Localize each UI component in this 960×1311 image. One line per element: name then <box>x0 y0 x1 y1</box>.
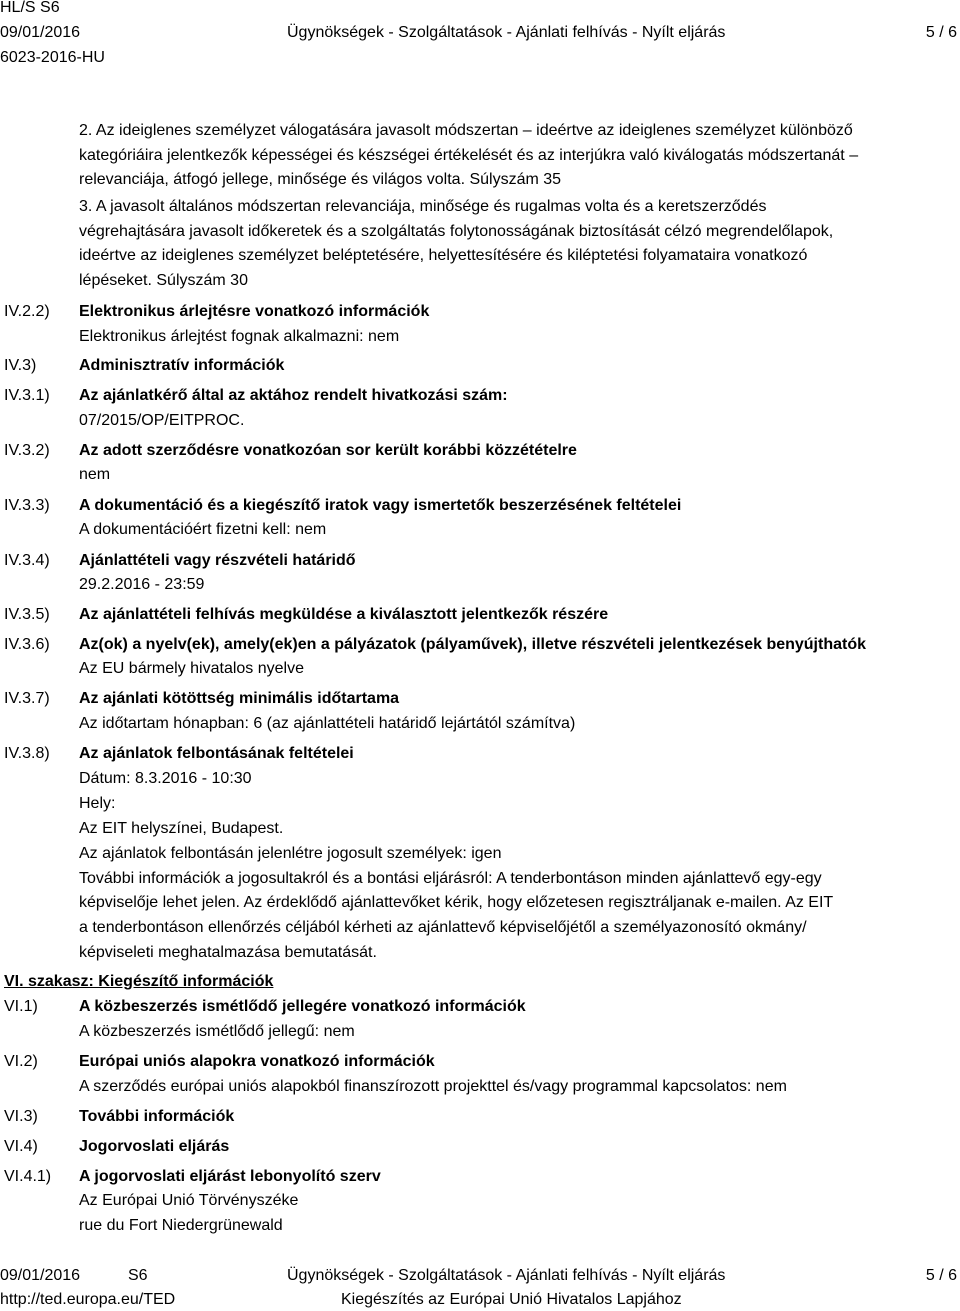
footer-page: 5 / 6 <box>925 1267 957 1284</box>
criterion-2: 2. Az ideiglenes személyzet válogatására javasolt módszertan – ideértve az ideiglenes személyzet különböző kategóriáira jelentkezők képességei és készségei értékelését és az interjúkra való kiválogatás módszertanát – relevanciája, átfogó jellege, minősége és világos volta. Súlyszám 35 <box>79 122 859 188</box>
opening-info-line: képviselője lehet jelen. Az érdeklődő ajánlattevőket kérik, hogy előzetesen regisztráljanak e-mailen. Az EIT <box>79 894 834 911</box>
opening-persons: Az ajánlatok felbontásán jelenlétre jogosult személyek: igen <box>79 845 502 862</box>
section-number: IV.3.8) <box>4 745 50 762</box>
section-number: VI.3) <box>4 1108 38 1125</box>
section-value: A dokumentációért fizetni kell: nem <box>79 521 327 538</box>
section-number: IV.2.2) <box>4 303 50 320</box>
section-title: Jogorvoslati eljárás <box>79 1138 230 1155</box>
footer-title: Ügynökségek - Szolgáltatások - Ajánlati felhívás - Nyílt eljárás <box>287 1267 726 1284</box>
section-value: Az Európai Unió Törvényszéke <box>79 1192 299 1209</box>
section-number: IV.3.4) <box>4 552 50 569</box>
header-doc-type: HL/S S6 <box>0 0 60 16</box>
section-number: VI.4.1) <box>4 1168 52 1185</box>
footer-date: 09/01/2016 <box>0 1267 81 1284</box>
footer-code: S6 <box>128 1267 148 1284</box>
section-title: Ajánlattételi vagy részvételi határidő <box>79 552 356 569</box>
section-value: Elektronikus árlejtést fognak alkalmazni: nem <box>79 328 400 345</box>
section-number: IV.3.6) <box>4 636 50 653</box>
section-value: A közbeszerzés ismétlődő jellegű: nem <box>79 1023 355 1040</box>
header-title: Ügynökségek - Szolgáltatások - Ajánlati felhívás - Nyílt eljárás <box>287 24 726 41</box>
opening-info-line: További információk a jogosultakról és a bontási eljárásról: A tenderbontáson minden ajánlattevő egy-egy <box>79 870 822 887</box>
section-number: IV.3.2) <box>4 442 50 459</box>
section-number: IV.3.5) <box>4 606 50 623</box>
section-number: IV.3.7) <box>4 690 50 707</box>
section-title: Az ajánlatok felbontásának feltételei <box>79 745 354 762</box>
section-number: IV.3) <box>4 357 37 374</box>
section-value: nem <box>79 466 111 483</box>
section-value: 29.2.2016 - 23:59 <box>79 576 205 593</box>
header-date: 09/01/2016 <box>0 24 81 41</box>
section-vi-heading: VI. szakasz: Kiegészítő információk <box>4 973 274 990</box>
section-number: VI.2) <box>4 1053 38 1070</box>
footer-url[interactable]: http://ted.europa.eu/TED <box>0 1291 176 1308</box>
footer-subtitle: Kiegészítés az Európai Unió Hivatalos Lapjához <box>341 1291 682 1308</box>
section-value: 07/2015/OP/EITPROC. <box>79 412 245 429</box>
opening-info-line: a tenderbontáson ellenőrzés céljából kérheti az ajánlattevő képviselőjétől a személyazonosító okmány/ <box>79 919 807 936</box>
section-number: VI.4) <box>4 1138 38 1155</box>
section-title: Európai uniós alapokra vonatkozó információk <box>79 1053 435 1070</box>
criterion-3: 3. A javasolt általános módszertan relevanciája, minősége és rugalmas volta és a keretszerződés végrehajtására javasolt időkeretek és a szolgáltatás folytonosságának biztosítását célzó megrendelőlapok, ideértve az ideiglenes személyzet beléptetésére, helyettesítésére és kiléptetési folyamataira vonatkozó lépéseket. Súlyszám 30 <box>79 198 834 289</box>
section-title: Az ajánlattételi felhívás megküldése a kiválasztott jelentkezők részére <box>79 606 609 623</box>
section-title: Az ajánlati kötöttség minimális időtartama <box>79 690 400 707</box>
section-title: Az adott szerződésre vonatkozóan sor került korábbi közzétételre <box>79 442 577 459</box>
section-value: Az EU bármely hivatalos nyelve <box>79 660 304 677</box>
opening-place-label: Hely: <box>79 795 116 812</box>
opening-place: Az EIT helyszínei, Budapest. <box>79 820 284 837</box>
opening-info-line: képviseleti meghatalmazása bemutatását. <box>79 944 377 961</box>
section-title: Elektronikus árlejtésre vonatkozó információk <box>79 303 430 320</box>
section-number: IV.3.3) <box>4 497 50 514</box>
header-doc-number: 6023-2016-HU <box>0 49 105 66</box>
section-title: Az(ok) a nyelv(ek), amely(ek)en a pályázatok (pályaművek), illetve részvételi jelentkezések benyújthatók <box>79 636 866 653</box>
section-title: Adminisztratív információk <box>79 357 285 374</box>
opening-date: Dátum: 8.3.2016 - 10:30 <box>79 770 252 787</box>
section-title: A dokumentáció és a kiegészítő iratok vagy ismertetők beszerzésének feltételei <box>79 497 682 514</box>
section-value: A szerződés európai uniós alapokból finanszírozott projekttel és/vagy programmal kapcsolatos: nem <box>79 1078 787 1095</box>
section-title: A közbeszerzés ismétlődő jellegére vonatkozó információk <box>79 998 526 1015</box>
header-page: 5 / 6 <box>925 24 957 41</box>
section-value: rue du Fort Niedergrünewald <box>79 1217 283 1234</box>
section-number: IV.3.1) <box>4 387 50 404</box>
section-title: Az ajánlatkérő által az aktához rendelt hivatkozási szám: <box>79 387 508 404</box>
section-title: További információk <box>79 1108 235 1125</box>
section-title: A jogorvoslati eljárást lebonyolító szerv <box>79 1168 381 1185</box>
section-number: VI.1) <box>4 998 38 1015</box>
section-value: Az időtartam hónapban: 6 (az ajánlattételi határidő lejártától számítva) <box>79 715 576 732</box>
